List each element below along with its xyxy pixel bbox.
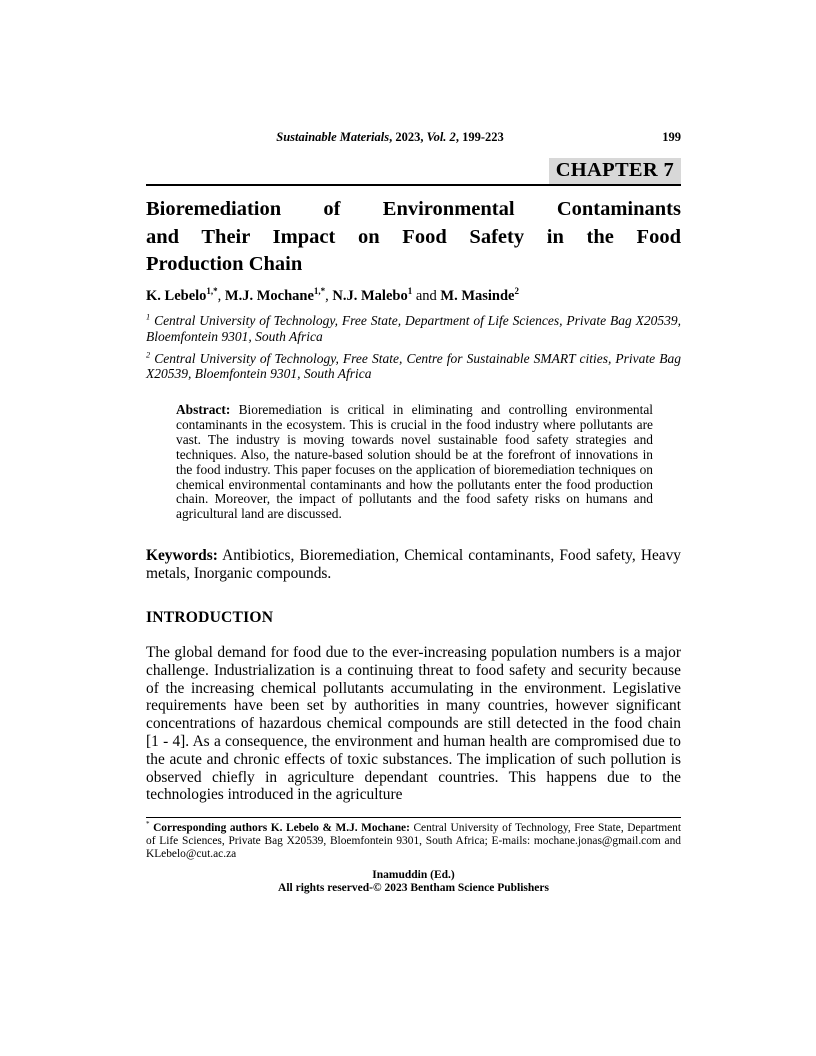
header-rule	[146, 184, 681, 186]
affiliation-marker: 1	[146, 312, 151, 322]
copyright-line: All rights reserved-© 2023 Bentham Science Publishers	[278, 881, 549, 894]
running-head	[146, 130, 681, 148]
running-head-citation	[146, 130, 634, 145]
affiliation-2	[146, 351, 681, 383]
author-separator: and	[412, 288, 441, 304]
footnote-marker: *	[146, 820, 150, 829]
affiliation-text: Central University of Technology, Free State, Centre for Sustainable SMART cities, Private Bag X20539, Bloemfontein 9301, South Africa	[146, 350, 681, 382]
keywords	[146, 547, 681, 583]
abstract-label: Abstract:	[176, 402, 231, 417]
citation-year: , 2023,	[389, 130, 427, 144]
journal-name: Sustainable Materials	[276, 130, 390, 144]
footnote-rule	[146, 817, 681, 818]
author-name: K. Lebelo	[146, 288, 207, 304]
affiliation-marker: 2	[146, 350, 151, 360]
editor-line: Inamuddin (Ed.)	[372, 869, 455, 881]
section-heading-introduction: INTRODUCTION	[146, 609, 274, 626]
publisher-block	[146, 869, 681, 895]
affiliation-text: Central University of Technology, Free State, Department of Life Sciences, Private Bag X20539, Bloemfontein 9301, South Africa	[146, 313, 681, 344]
affiliation-1	[146, 313, 681, 345]
abstract-text: Bioremediation is critical in eliminating and controlling environmental contaminants in the ecosystem. This is crucial in the food industry where pollutants are vast. The industry is moving towards novel sustainable food safety strategies and techniques. Also, the nature-based solution should be at the forefront of innovations in the food industry. This paper focuses on the application of bioremediation techniques on chemical environmental contaminants and how the pollutants enter the food production chain. Moreover, the impact of pollutants and the food safety risks on humans and agricultural land are discussed.	[176, 402, 653, 522]
author-affiliation-marker: 1,*	[313, 286, 326, 297]
citation-pages: , 199-223	[455, 130, 504, 144]
author-name: M.J. Mochane	[224, 288, 314, 304]
citation-volume: Vol. 2	[426, 130, 456, 144]
affiliations	[146, 313, 681, 382]
keywords-text: Antibiotics, Bioremediation, Chemical contaminants, Food safety, Heavy metals, Inorganic compounds.	[146, 547, 681, 583]
introduction-paragraph: The global demand for food due to the ever-increasing population numbers is a major challenge. Industrialization is a continuing threat to food safety and security because of the increasing chemical pollutants accumulating in the environment. Legislative requirements have been set by authorities in many countries, however significant concentrations of hazardous chemical compounds are still detected in the food chain [1 - 4]. As a consequence, the environment and human health are compromised due to the acute and chronic effects of toxic substances. The implication of such pollution is observed chiefly in agriculture dependant countries. This happens due to the technologies introduced in the agriculture	[146, 644, 681, 804]
author-name: M. Masinde	[440, 288, 515, 304]
abstract	[176, 403, 653, 522]
keywords-label: Keywords:	[146, 547, 218, 564]
chapter-title-line2: and Their Impact on Food Safety in the Food	[146, 225, 681, 248]
author-separator: ,	[325, 288, 333, 304]
author-affiliation-marker: 1,*	[206, 286, 218, 297]
author-name: N.J. Malebo	[332, 288, 408, 304]
chapter-title-line1: Bioremediation of Environmental Contaminants	[146, 198, 681, 220]
author-separator: ,	[217, 288, 225, 304]
chapter-label: CHAPTER 7	[549, 158, 681, 184]
author-affiliation-marker: 2	[514, 286, 519, 297]
footnote-text: Central University of Technology, Free State, Department of Life Sciences, Private Bag X20539, Bloemfontein 9301, South Africa; E-mails: mochane.jonas@gmail.com and KLebelo@cut.ac.za	[146, 822, 681, 861]
chapter-title-line3: Production Chain	[146, 253, 303, 275]
chapter-banner-row	[146, 154, 681, 184]
author-line	[146, 288, 681, 305]
chapter-title	[146, 196, 681, 279]
footnote-bold-text: Corresponding authors K. Lebelo & M.J. Mochane:	[149, 822, 410, 834]
corresponding-author-footnote	[146, 822, 681, 862]
page-number: 199	[662, 130, 681, 144]
author-affiliation-marker: 1	[407, 286, 413, 297]
